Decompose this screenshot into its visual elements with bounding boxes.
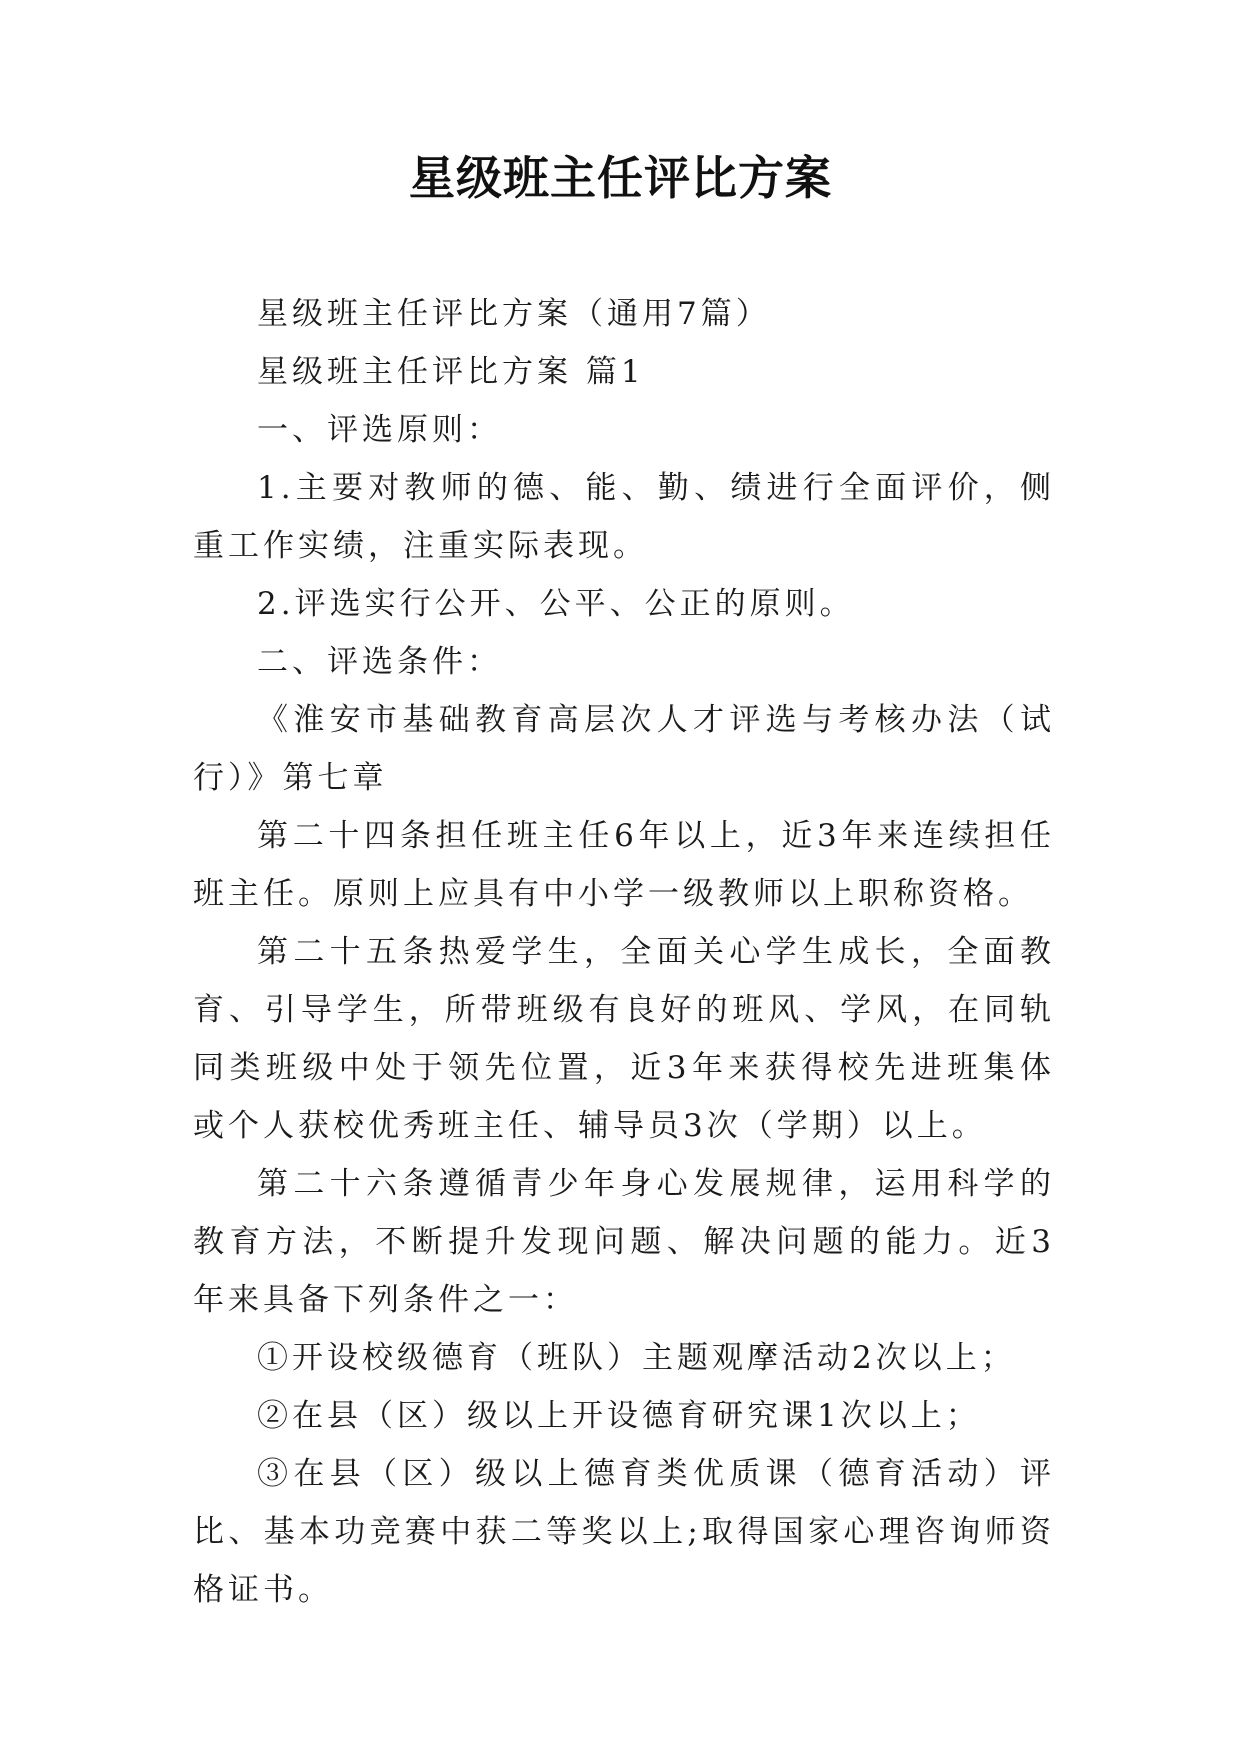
paragraph-heading-conditions: 二、评选条件： bbox=[257, 644, 502, 680]
paragraph-subtitle: 星级班主任评比方案（通用7篇） bbox=[257, 296, 771, 332]
paragraph-condition-2: ②在县（区）级以上开设德育研究课1次以上； bbox=[257, 1398, 981, 1434]
paragraph-article-24: 第二十四条担任班主任6年以上，近3年来连续担任班主任。原则上应具有中小学一级教师以上职称资格。 bbox=[193, 818, 1055, 912]
document-title: 星级班主任评比方案 bbox=[409, 151, 832, 205]
paragraph-principle-1: 1.主要对教师的德、能、勤、绩进行全面评价，侧重工作实绩，注重实际表现。 bbox=[193, 470, 1055, 564]
paragraph-condition-1: ①开设校级德育（班队）主题观摩活动2次以上； bbox=[257, 1340, 1016, 1376]
paragraph-heading-principles: 一、评选原则： bbox=[257, 412, 502, 448]
paragraph-principle-2: 2.评选实行公开、公平、公正的原则。 bbox=[257, 586, 855, 622]
document-body bbox=[193, 285, 1055, 1619]
paragraph-article-26: 第二十六条遵循青少年身心发展规律，运用科学的教育方法，不断提升发现问题、解决问题的能力。近3年来具备下列条件之一： bbox=[193, 1166, 1055, 1318]
paragraph-condition-3: ③在县（区）级以上德育类优质课（德育活动）评比、基本功竞赛中获二等奖以上;取得国家心理咨询师资格证书。 bbox=[193, 1456, 1055, 1608]
paragraph-section-heading: 星级班主任评比方案 篇1 bbox=[257, 354, 645, 390]
paragraph-article-25: 第二十五条热爱学生，全面关心学生成长，全面教育、引导学生，所带班级有良好的班风、学风，在同轨同类班级中处于领先位置，近3年来获得校先进班集体或个人获校优秀班主任、辅导员3次（学期）以上。 bbox=[193, 934, 1055, 1144]
paragraph-reference: 《淮安市基础教育高层次人才评选与考核办法（试行）》第七章 bbox=[193, 702, 1055, 796]
